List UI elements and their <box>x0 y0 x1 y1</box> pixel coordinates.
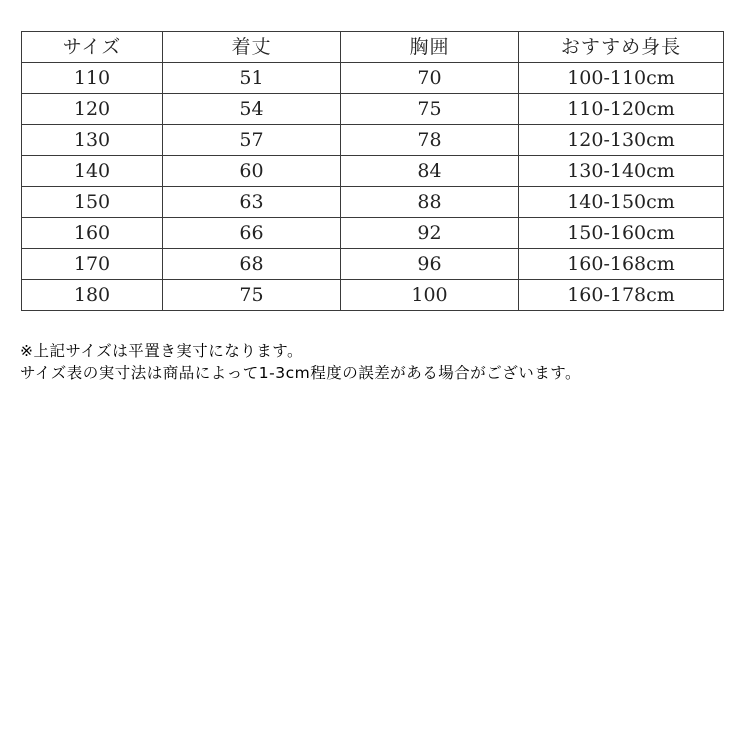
table-row <box>22 94 724 125</box>
header-recommended-height: おすすめ身長 <box>519 32 724 63</box>
cell-height: 100-110cm <box>519 63 724 94</box>
header-chest: 胸囲 <box>341 32 519 63</box>
cell-chest: 78 <box>341 125 519 156</box>
cell-height: 120-130cm <box>519 125 724 156</box>
cell-size: 130 <box>22 125 163 156</box>
note-flat-measurement: ※上記サイズは平置き実寸になります。 <box>20 342 304 360</box>
cell-chest: 88 <box>341 187 519 218</box>
cell-chest: 75 <box>341 94 519 125</box>
cell-chest: 84 <box>341 156 519 187</box>
cell-height: 160-178cm <box>519 280 724 311</box>
table-row <box>22 280 724 311</box>
cell-chest: 70 <box>341 63 519 94</box>
table-row <box>22 249 724 280</box>
cell-height: 130-140cm <box>519 156 724 187</box>
cell-length: 54 <box>163 94 341 125</box>
cell-chest: 96 <box>341 249 519 280</box>
note-measurement-error: サイズ表の実寸法は商品によって1-3cm程度の誤差がある場合がございます。 <box>20 364 581 382</box>
cell-length: 63 <box>163 187 341 218</box>
cell-height: 140-150cm <box>519 187 724 218</box>
cell-length: 68 <box>163 249 341 280</box>
cell-size: 110 <box>22 63 163 94</box>
size-notes <box>20 340 745 384</box>
cell-height: 160-168cm <box>519 249 724 280</box>
cell-size: 170 <box>22 249 163 280</box>
cell-chest: 92 <box>341 218 519 249</box>
table-row <box>22 187 724 218</box>
header-size: サイズ <box>22 32 163 63</box>
cell-height: 150-160cm <box>519 218 724 249</box>
size-table <box>21 31 724 311</box>
cell-height: 110-120cm <box>519 94 724 125</box>
cell-length: 57 <box>163 125 341 156</box>
table-row <box>22 218 724 249</box>
table-header-row <box>22 32 724 63</box>
table-row <box>22 63 724 94</box>
cell-chest: 100 <box>341 280 519 311</box>
cell-length: 60 <box>163 156 341 187</box>
cell-size: 150 <box>22 187 163 218</box>
cell-length: 51 <box>163 63 341 94</box>
cell-size: 180 <box>22 280 163 311</box>
cell-size: 160 <box>22 218 163 249</box>
table-row <box>22 125 724 156</box>
header-length: 着丈 <box>163 32 341 63</box>
cell-size: 140 <box>22 156 163 187</box>
cell-size: 120 <box>22 94 163 125</box>
cell-length: 75 <box>163 280 341 311</box>
cell-length: 66 <box>163 218 341 249</box>
table-row <box>22 156 724 187</box>
